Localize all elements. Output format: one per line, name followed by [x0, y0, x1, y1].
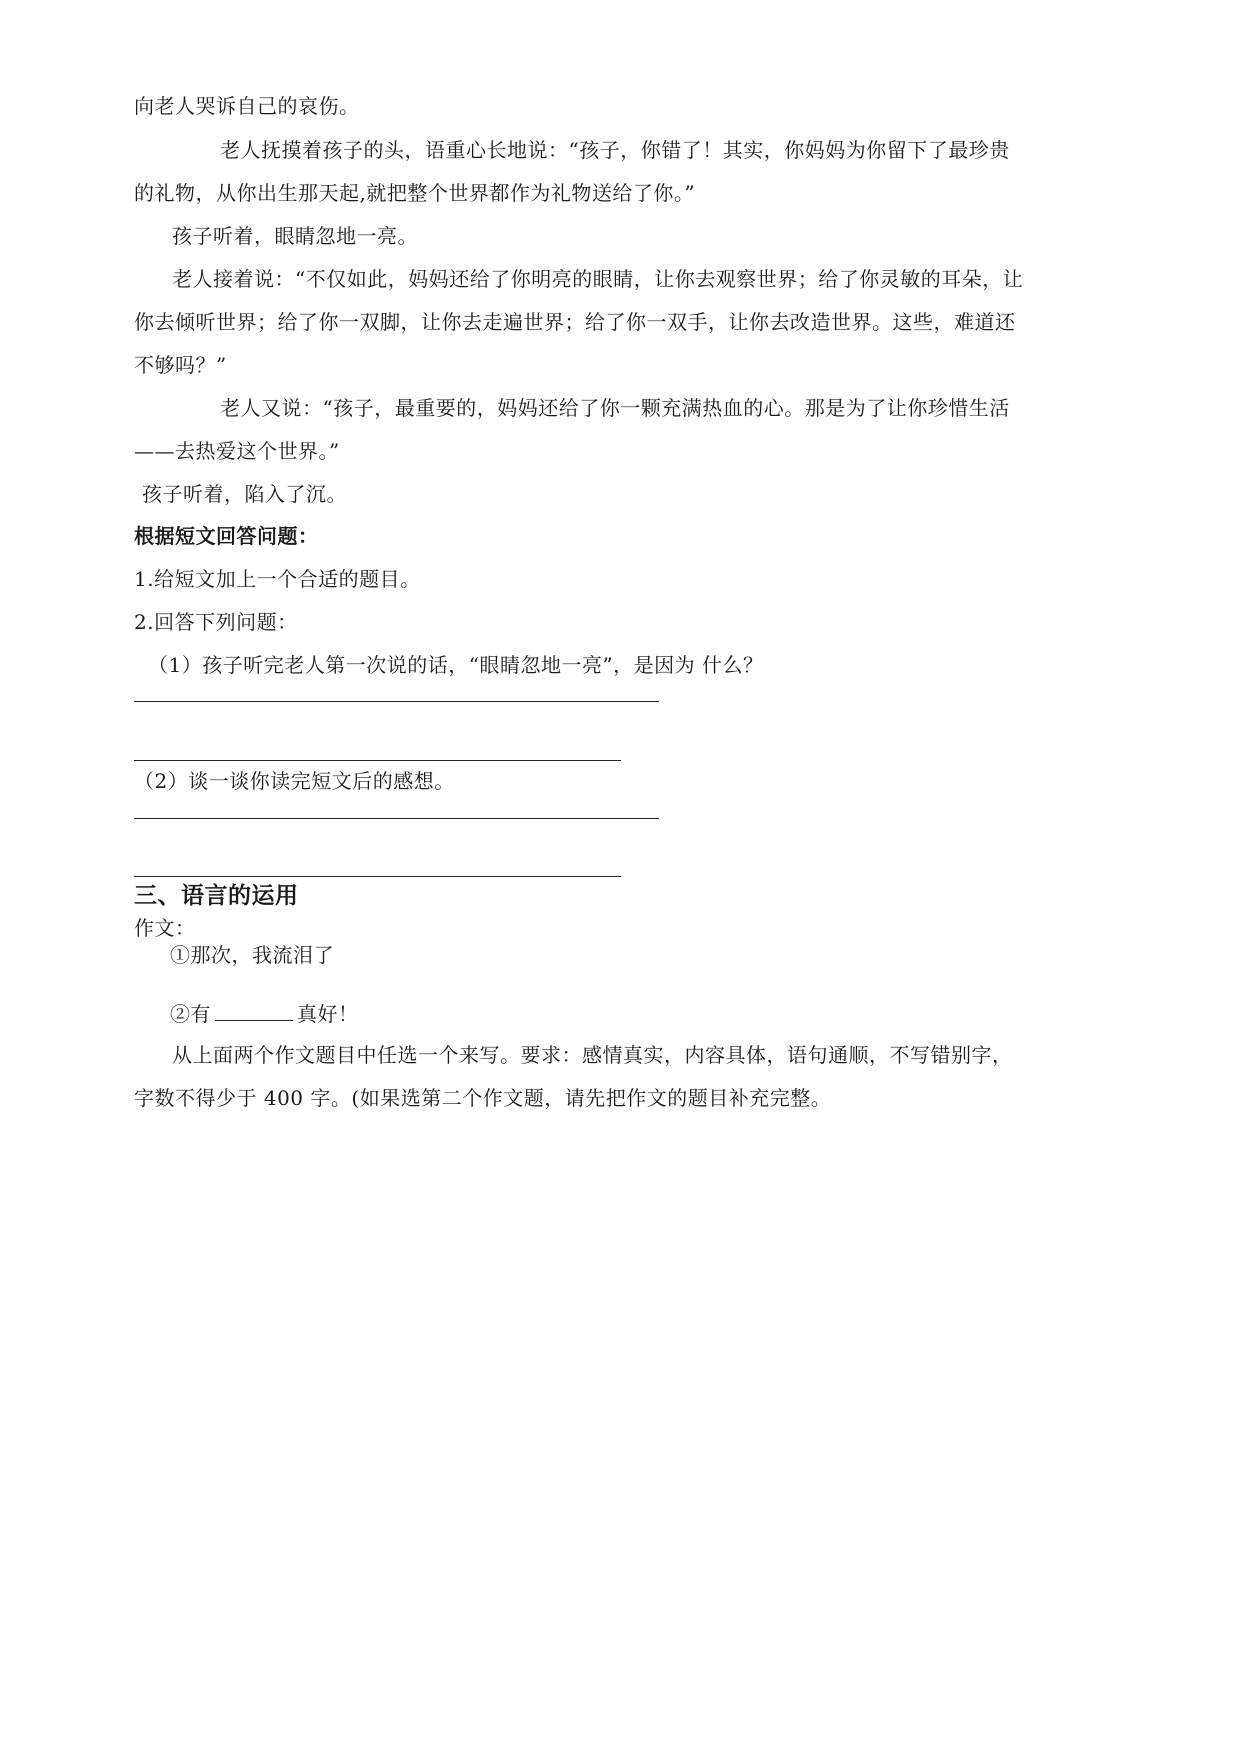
answer-line[interactable]	[134, 818, 659, 819]
composition-label: 作文：	[134, 916, 196, 940]
topic-2-prefix: ②有	[170, 1002, 211, 1026]
passage-line: 的礼物，从你出生那天起,就把整个世界都作为礼物送给了你。”	[134, 181, 696, 205]
question-2-2: （2）谈一谈你读完短文后的感想。	[134, 769, 455, 793]
passage-line: 老人接着说：“不仅如此，妈妈还给了你明亮的眼睛，让你去观察世界；给了你灵敏的耳朵，让	[172, 267, 1024, 291]
topic-2-suffix: 真好！	[297, 1002, 359, 1026]
composition-topic-1: ①那次，我流泪了	[170, 943, 334, 967]
passage-line: 你去倾听世界；给了你一双脚，让你去走遍世界；给了你一双手，让你去改造世界。这些，难道还	[134, 310, 1016, 334]
passage-line: 老人又说：“孩子，最重要的，妈妈还给了你一颗充满热血的心。那是为了让你珍惜生活	[220, 396, 1010, 420]
answer-line[interactable]	[134, 876, 621, 877]
questions-heading: 根据短文回答问题：	[134, 524, 319, 548]
answer-line[interactable]	[134, 701, 659, 702]
composition-topic-2	[170, 1000, 359, 1027]
answer-line[interactable]	[134, 760, 621, 761]
passage-line: 向老人哭诉自己的哀伤。	[134, 94, 360, 118]
passage-line: 孩子听着，眼睛忽地一亮。	[172, 224, 418, 248]
passage-line: 不够吗？”	[134, 353, 227, 377]
passage-line: 孩子听着，陷入了沉。	[142, 482, 347, 506]
question-2-1: （1）孩子听完老人第一次说的话，“眼睛忽地一亮”，是因为 什么？	[148, 653, 764, 677]
composition-requirements-line: 字数不得少于 400 字。(如果选第二个作文题，请先把作文的题目补充完整。	[134, 1086, 832, 1110]
passage-line: 老人抚摸着孩子的头，语重心长地说：“孩子，你错了！其实，你妈妈为你留下了最珍贵	[220, 138, 1010, 162]
question-1: 1.给短文加上一个合适的题目。	[134, 567, 421, 591]
topic-2-blank[interactable]	[215, 1000, 293, 1021]
composition-requirements-line: 从上面两个作文题目中任选一个来写。要求：感情真实，内容具体，语句通顺，不写错别字，	[172, 1043, 1013, 1067]
section-3-heading: 三、语言的运用	[134, 883, 299, 909]
question-2: 2.回答下列问题：	[134, 610, 298, 634]
passage-line: ——去热爱这个世界。”	[134, 439, 340, 463]
